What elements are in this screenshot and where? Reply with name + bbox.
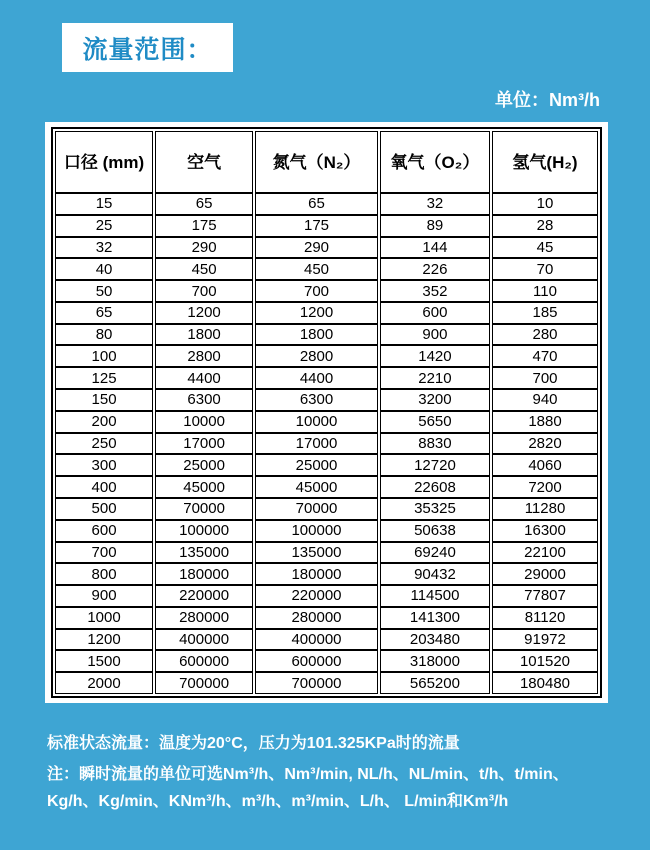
table-panel [45, 122, 608, 703]
table-cell: 70 [492, 258, 598, 280]
table-cell: 290 [255, 237, 378, 259]
table-cell: 940 [492, 389, 598, 411]
table-cell: 17000 [155, 433, 253, 455]
table-cell: 40 [55, 258, 153, 280]
table-cell: 700 [55, 542, 153, 564]
table-cell: 600000 [255, 650, 378, 672]
table-cell: 800 [55, 563, 153, 585]
note-standard-condition: 标准状态流量：温度为20°C，压力为101.325KPa时的流量 [47, 735, 460, 752]
table-cell: 6300 [155, 389, 253, 411]
table-cell: 1420 [380, 345, 490, 367]
table-cell: 450 [155, 258, 253, 280]
table-cell: 180000 [155, 563, 253, 585]
table-cell: 89 [380, 215, 490, 237]
table-cell: 110 [492, 280, 598, 302]
table-cell: 2800 [255, 345, 378, 367]
table-row [55, 672, 598, 694]
table-cell: 11280 [492, 498, 598, 520]
table-row [55, 563, 598, 585]
table-cell: 135000 [255, 542, 378, 564]
table-cell: 400000 [255, 629, 378, 651]
table-row [55, 389, 598, 411]
table-cell: 400 [55, 476, 153, 498]
table-row [55, 367, 598, 389]
table-row [55, 650, 598, 672]
table-cell: 12720 [380, 454, 490, 476]
table-cell: 1200 [155, 302, 253, 324]
table-cell: 45 [492, 237, 598, 259]
table-cell: 1500 [55, 650, 153, 672]
table-cell: 180000 [255, 563, 378, 585]
column-header: 空气 [155, 131, 253, 193]
table-cell: 2000 [55, 672, 153, 694]
table-cell: 7200 [492, 476, 598, 498]
table-cell: 900 [55, 585, 153, 607]
table-cell: 4400 [155, 367, 253, 389]
table-cell: 3200 [380, 389, 490, 411]
table-cell: 81120 [492, 607, 598, 629]
table-cell: 70000 [255, 498, 378, 520]
table-cell: 65 [255, 193, 378, 215]
table-cell: 35325 [380, 498, 490, 520]
table-cell: 150 [55, 389, 153, 411]
table-cell: 100000 [255, 520, 378, 542]
table-header [55, 131, 598, 193]
table-cell: 220000 [255, 585, 378, 607]
table-cell: 1000 [55, 607, 153, 629]
table-cell: 2820 [492, 433, 598, 455]
table-row [55, 324, 598, 346]
table-cell: 8830 [380, 433, 490, 455]
table-cell: 700000 [155, 672, 253, 694]
unit-label: 单位：Nm³/h [495, 90, 600, 110]
table-cell: 135000 [155, 542, 253, 564]
table-cell: 185 [492, 302, 598, 324]
table-cell: 226 [380, 258, 490, 280]
table-cell: 32 [55, 237, 153, 259]
table-row [55, 520, 598, 542]
note-units-line-1: 注：瞬时流量的单位可选Nm³/h、Nm³/min, NL/h、NL/min、t/h、t/min、 [47, 766, 569, 783]
table-cell: 700 [492, 367, 598, 389]
table-row [55, 476, 598, 498]
table-cell: 45000 [155, 476, 253, 498]
table-row [55, 280, 598, 302]
table-cell: 600 [380, 302, 490, 324]
column-header: 口径 (mm) [55, 131, 153, 193]
table-cell: 70000 [155, 498, 253, 520]
table-cell: 4060 [492, 454, 598, 476]
table-cell: 700 [255, 280, 378, 302]
table-cell: 2210 [380, 367, 490, 389]
table-row [55, 302, 598, 324]
table-row [55, 629, 598, 651]
table-row [55, 433, 598, 455]
table-cell: 470 [492, 345, 598, 367]
table-cell: 10000 [155, 411, 253, 433]
table-cell: 69240 [380, 542, 490, 564]
notes [47, 730, 613, 815]
table-cell: 10 [492, 193, 598, 215]
table-cell: 400000 [155, 629, 253, 651]
table-cell: 65 [155, 193, 253, 215]
table-cell: 565200 [380, 672, 490, 694]
table-cell: 25000 [255, 454, 378, 476]
table-cell: 65 [55, 302, 153, 324]
table-cell: 50638 [380, 520, 490, 542]
table-cell: 32 [380, 193, 490, 215]
table-cell: 6300 [255, 389, 378, 411]
table-cell: 2800 [155, 345, 253, 367]
table-cell: 141300 [380, 607, 490, 629]
table-cell: 700 [155, 280, 253, 302]
table-cell: 22608 [380, 476, 490, 498]
table-cell: 15 [55, 193, 153, 215]
table-cell: 280 [492, 324, 598, 346]
table-row [55, 237, 598, 259]
table-cell: 600000 [155, 650, 253, 672]
table-cell: 28 [492, 215, 598, 237]
table-cell: 1200 [255, 302, 378, 324]
table-row [55, 585, 598, 607]
table-cell: 91972 [492, 629, 598, 651]
table-cell: 250 [55, 433, 153, 455]
table-cell: 280000 [155, 607, 253, 629]
table-cell: 280000 [255, 607, 378, 629]
table-cell: 25000 [155, 454, 253, 476]
flow-range-table [53, 131, 600, 694]
table-cell: 300 [55, 454, 153, 476]
table-cell: 700000 [255, 672, 378, 694]
table-outer-border [51, 127, 602, 698]
table-cell: 5650 [380, 411, 490, 433]
table-cell: 175 [255, 215, 378, 237]
table-cell: 125 [55, 367, 153, 389]
table-cell: 16300 [492, 520, 598, 542]
table-cell: 1800 [255, 324, 378, 346]
table-cell: 180480 [492, 672, 598, 694]
title-box [62, 23, 233, 72]
table-cell: 600 [55, 520, 153, 542]
table-cell: 77807 [492, 585, 598, 607]
table-row [55, 498, 598, 520]
table-cell: 17000 [255, 433, 378, 455]
table-cell: 114500 [380, 585, 490, 607]
table-cell: 900 [380, 324, 490, 346]
table-cell: 1200 [55, 629, 153, 651]
table-body [55, 193, 598, 694]
table-cell: 290 [155, 237, 253, 259]
table-row [55, 454, 598, 476]
table-cell: 90432 [380, 563, 490, 585]
table-cell: 101520 [492, 650, 598, 672]
table-row [55, 411, 598, 433]
table-cell: 318000 [380, 650, 490, 672]
table-cell: 100 [55, 345, 153, 367]
table-cell: 45000 [255, 476, 378, 498]
header-row [55, 131, 598, 193]
table-cell: 220000 [155, 585, 253, 607]
table-cell: 352 [380, 280, 490, 302]
table-row [55, 258, 598, 280]
table-cell: 144 [380, 237, 490, 259]
table-cell: 4400 [255, 367, 378, 389]
table-cell: 29000 [492, 563, 598, 585]
table-cell: 80 [55, 324, 153, 346]
table-cell: 100000 [155, 520, 253, 542]
table-row [55, 345, 598, 367]
table-cell: 450 [255, 258, 378, 280]
table-cell: 500 [55, 498, 153, 520]
table-row [55, 215, 598, 237]
column-header: 氧气（O₂） [380, 131, 490, 193]
table-cell: 10000 [255, 411, 378, 433]
table-cell: 1880 [492, 411, 598, 433]
table-cell: 1800 [155, 324, 253, 346]
column-header: 氮气（N₂） [255, 131, 378, 193]
note-units-line-2: Kg/h、Kg/min、KNm³/h、m³/h、m³/min、L/h、 L/min和Km³/h [47, 793, 509, 810]
table-row [55, 542, 598, 564]
table-row [55, 193, 598, 215]
table-cell: 25 [55, 215, 153, 237]
table-cell: 22100 [492, 542, 598, 564]
table-cell: 175 [155, 215, 253, 237]
column-header: 氢气(H₂) [492, 131, 598, 193]
page-title: 流量范围： [82, 35, 213, 64]
table-cell: 203480 [380, 629, 490, 651]
table-cell: 200 [55, 411, 153, 433]
table-cell: 50 [55, 280, 153, 302]
table-row [55, 607, 598, 629]
